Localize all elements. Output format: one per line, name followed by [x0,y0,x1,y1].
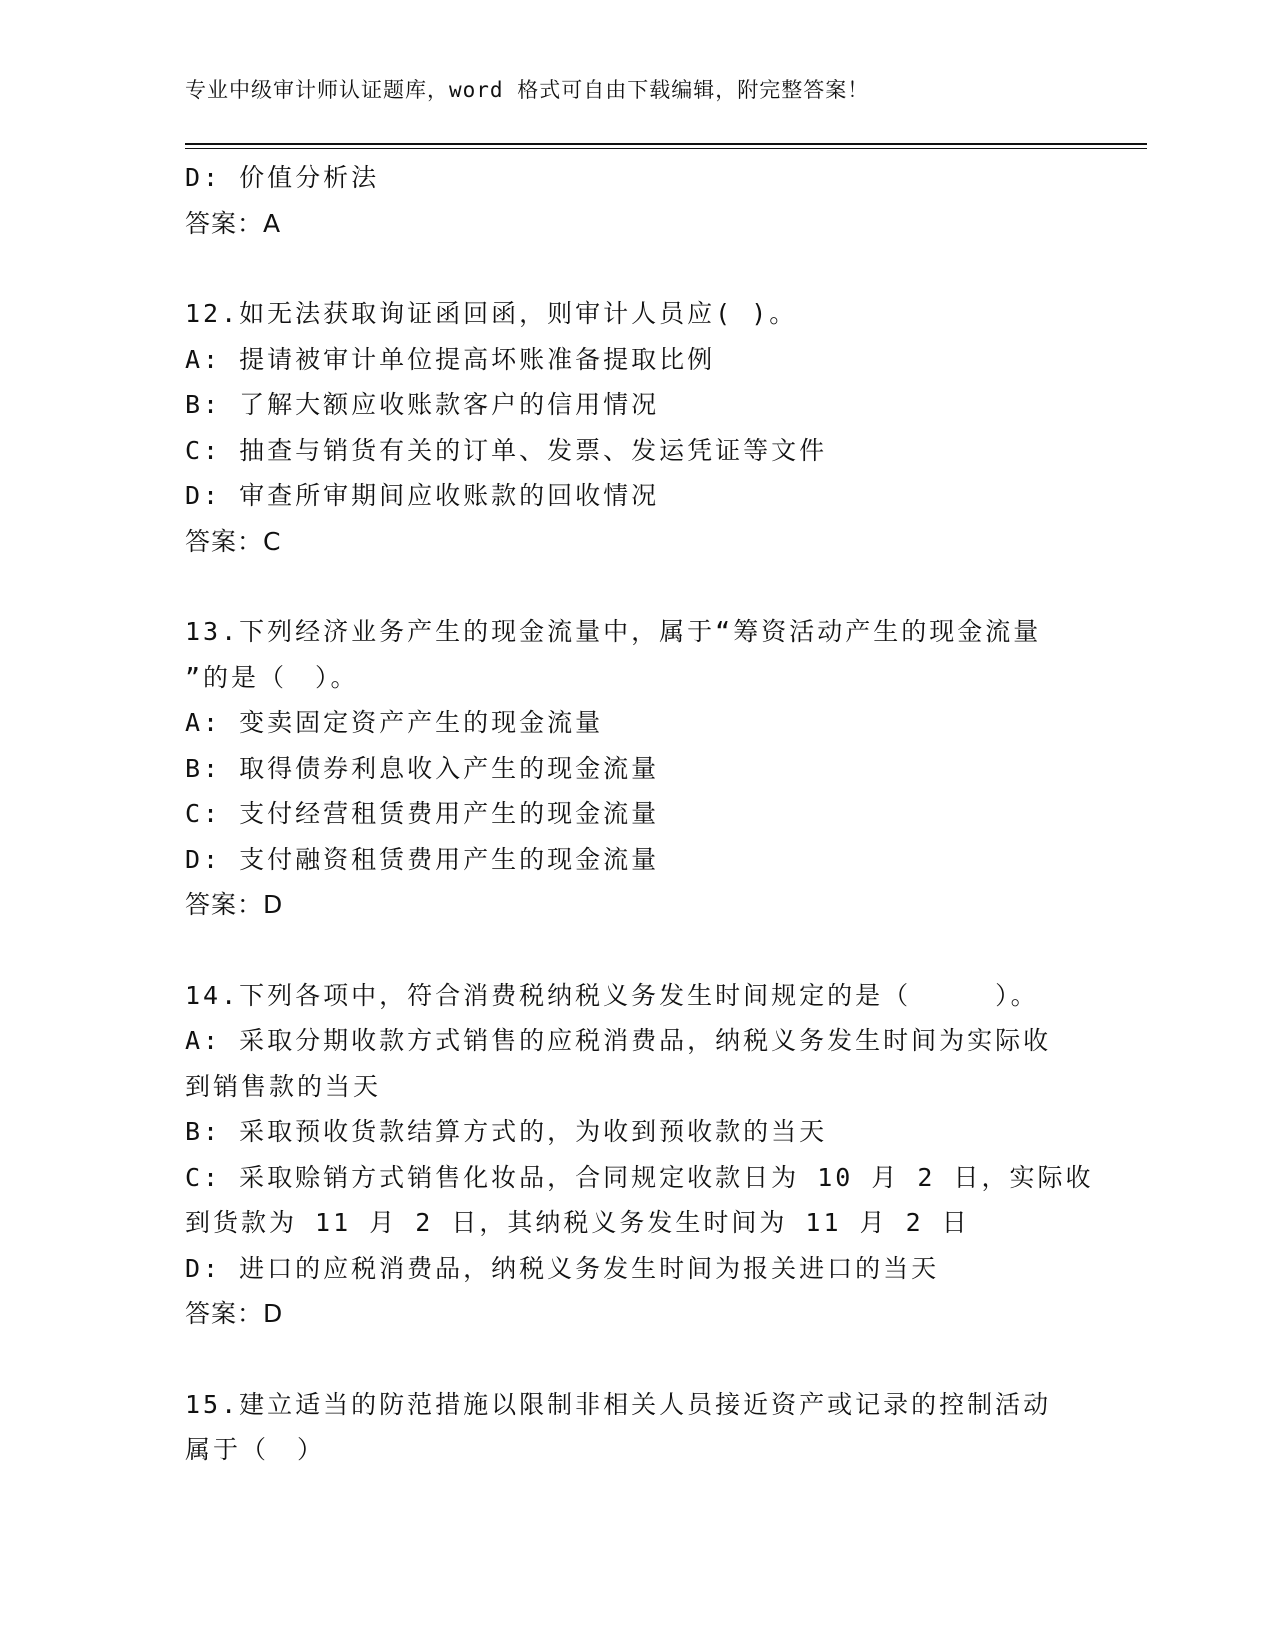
question-13 [185,609,1090,928]
question-12 [185,291,1090,564]
answer: 答案：D [185,1299,284,1328]
spacer [185,246,1090,291]
answer: 答案：A [185,208,282,238]
question-stem-continued: ”的是（ ）。 [185,662,359,692]
question-stem: 14.下列各项中，符合消费税纳税义务发生时间规定的是（ ）。 [185,980,1039,1010]
answer: 答案：C [185,526,282,556]
header-rule-thick [185,143,1147,145]
question-content [185,155,1094,1473]
option-a: A: 采取分期收款方式销售的应税消费品，纳税义务发生时间为实际收 [185,1026,1052,1055]
option-a-continued: 到销售款的当天 [185,1071,382,1101]
header-text: 专业中级审计师认证题库，word 格式可自由下载编辑，附完整答案！ [185,78,870,102]
spacer [185,928,1090,973]
option-c: C: 支付经营租赁费用产生的现金流量 [185,799,660,828]
spacer [185,1337,1090,1382]
option-c-continued: 到货款为 11 月 2 日，其纳税义务发生时间为 11 月 2 日 [185,1208,970,1237]
previous-question-tail [185,155,1090,246]
option-d: D: 审查所审期间应收账款的回收情况 [185,481,660,510]
question-15 [185,1382,1090,1473]
option-b: B: 采取预收货款结算方式的，为收到预收款的当天 [185,1117,828,1146]
option-d: D: 价值分析法 [185,163,380,192]
option-c: C: 抽查与销货有关的订单、发票、发运凭证等文件 [185,435,828,465]
question-stem: 12.如无法获取询证函回函，则审计人员应( )。 [185,299,798,328]
option-a: A: 提请被审计单位提高坏账准备提取比例 [185,344,716,374]
question-stem-continued: 属于（ ） [185,1435,326,1464]
option-c: C: 采取赊销方式销售化妆品，合同规定收款日为 10 月 2 日，实际收 [185,1162,1094,1192]
answer: 答案：D [185,890,284,919]
question-stem: 15.建立适当的防范措施以限制非相关人员接近资产或记录的控制活动 [185,1389,1052,1419]
question-stem: 13.下列经济业务产生的现金流量中，属于“筹资活动产生的现金流量 [185,617,1042,646]
option-b: B: 取得债券利息收入产生的现金流量 [185,753,660,783]
question-14 [185,973,1094,1337]
option-d: D: 进口的应税消费品，纳税义务发生时间为报关进口的当天 [185,1253,940,1283]
option-b: B: 了解大额应收账款客户的信用情况 [185,390,660,419]
spacer [185,564,1090,609]
option-a: A: 变卖固定资产产生的现金流量 [185,708,604,737]
option-d: D: 支付融资租赁费用产生的现金流量 [185,844,660,874]
header-rule-thin [185,148,1147,149]
